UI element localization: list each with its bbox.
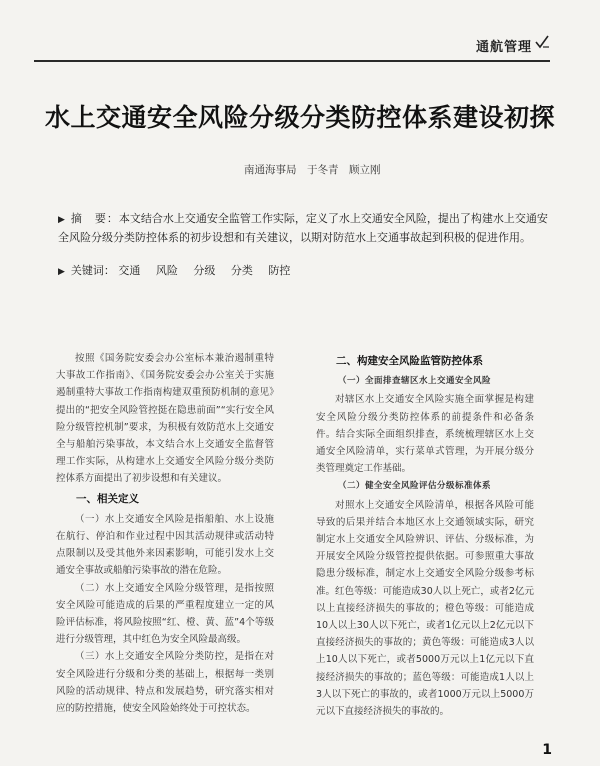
- journal-section-label: 通航管理: [475, 40, 532, 55]
- keyword-item: 交通: [118, 264, 141, 277]
- page-number: 1: [542, 742, 552, 758]
- article-title: 水上交通安全风险分级分类防控体系建设初探: [44, 103, 555, 132]
- body-paragraph: 对照水上交通安全风险清单，根据各风险可能导致的后果并结合本地区水上交通领域实际，研究制定水上交通安全风险辨识、评估、分级标准，为开展安全风险分级管控提供依据。可参照重大事故隐患分级标准，制定水上交通安全风险分级参考标准。红色等级：可能造成30人以上死亡，或者2亿元以上直接经济损失的事故的；橙色等级：可能造成10人以上30人以下死亡，或者1亿元以上2亿元以下直接经济损失的事故的；黄色等级：可能造成3人以上10人以下死亡，或者5000万元以上1亿元以下直接经济损失的事故的；蓝色等级：可能造成1人以上3人以下死亡的事故的，或者1000万元以上5000万元以下直接经济损失的事故的。: [316, 499, 534, 718]
- article-authors: 南通海事局 于冬青 顾立刚: [244, 164, 381, 176]
- header-divider: [34, 60, 550, 62]
- keyword-item: 分级: [193, 264, 216, 277]
- page-header: [0, 0, 600, 62]
- abstract-label: 摘 要：: [70, 212, 119, 225]
- body-paragraph: 对辖区水上交通安全风险实施全面掌握是构建安全风险分级分类防控体系的前提条件和必备条件。结合实际全面组织排查，系统梳理辖区水上交通安全风险清单，实行菜单式管理，为开展分级分类管理奠定工作基础。: [316, 394, 534, 475]
- definition-paragraph: （三）水上交通安全风险分类防控，是指在对安全风险进行分级和分类的基础上，根据每一类别风险的活动规律、特点和发展趋势，研究落实相对应的防控措施，使安全风险始终处于可控状态。: [56, 651, 274, 715]
- subsection-heading: （一）全面排查辖区水上交通安全风险: [338, 376, 492, 387]
- intro-paragraph: 按照《国务院安委会办公室标本兼治遏制重特大事故工作指南》、《国务院安委会办公室关于实施遏制重特大事故工作指南构建双重预防机制的意见》提出的“把安全风险管控挺在隐患前面”“实行安全风险分级管控机制”要求，为积极有效防范水上交通安全与船舶污染事故，本文结合水上交通安全监督管理工作实际，从构建水上交通安全风险分级分类防控体系方面提出了初步设想和有关建议。: [56, 353, 274, 485]
- left-column: [56, 350, 274, 717]
- abstract-text: 本文结合水上交通安全监管工作实际，定义了水上交通安全风险，提出了构建水上交通安全风险分级分类防控体系的初步设想和有关建议，以期对防范水上交通事故起到积极的促进作用。: [58, 212, 548, 244]
- section-heading: 二、构建安全风险监管防控体系: [336, 355, 483, 367]
- abstract-block: [58, 210, 552, 247]
- checkmark-slash-icon: [534, 34, 550, 50]
- keywords-label: 关键词：: [70, 264, 115, 277]
- definition-paragraph: （二）水上交通安全风险分级管理，是指按照安全风险可能造成的后果的严重程度建立一定的风险评估标准，将风险按照“红、橙、黄、蓝”4个等级进行分级管理，其中红色为安全风险最高级。: [56, 582, 274, 646]
- keyword-item: 分类: [230, 264, 253, 277]
- definition-paragraph: （一）水上交通安全风险是指船舶、水上设施在航行、停泊和作业过程中因其活动规律或活动特点限制以及受其他外来因素影响，可能引发水上交通安全事故或船舶污染事故的潜在危险。: [56, 513, 274, 577]
- keywords-block: [58, 262, 302, 278]
- right-column: [316, 350, 534, 720]
- keyword-item: 防控: [268, 264, 291, 277]
- bullet-arrow-icon: ▶: [58, 215, 65, 225]
- subsection-heading: （二）健全安全风险评估分级标准体系: [338, 481, 492, 492]
- keyword-item: 风险: [155, 264, 178, 277]
- section-heading: 一、相关定义: [76, 492, 139, 505]
- bullet-arrow-icon: ▶: [58, 267, 65, 277]
